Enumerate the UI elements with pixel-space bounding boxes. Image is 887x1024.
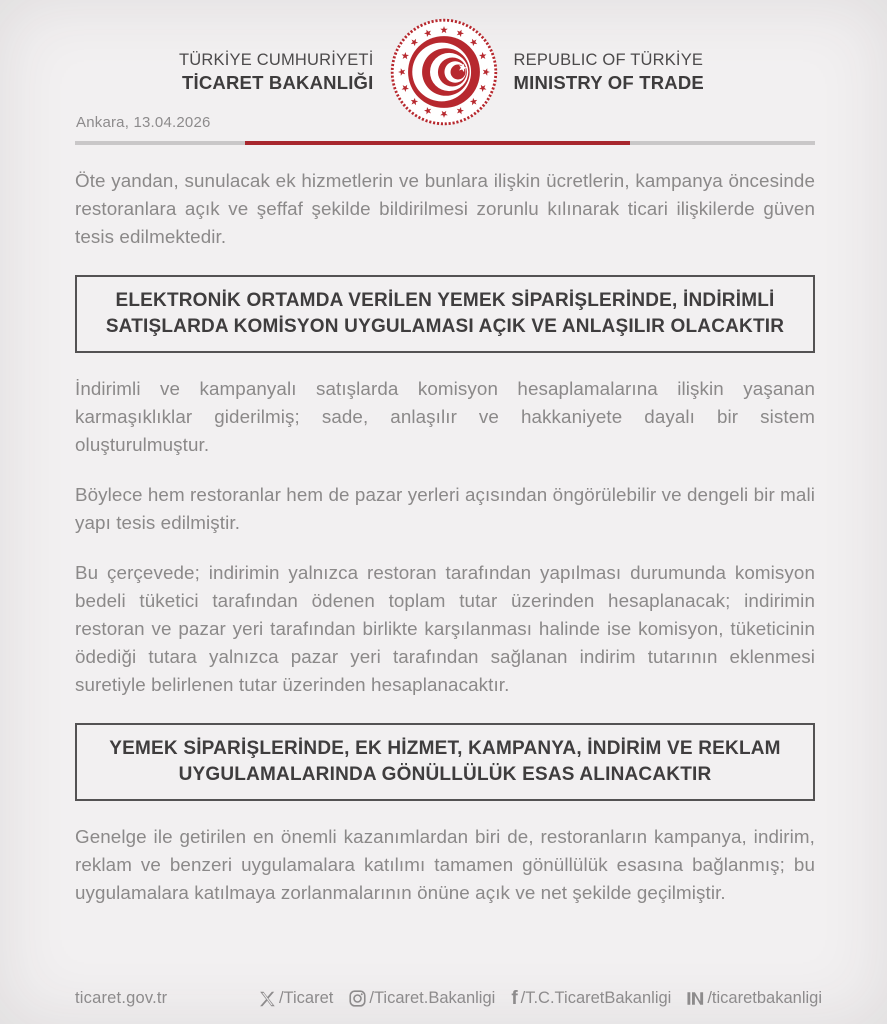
instagram-icon: [349, 990, 366, 1007]
section-heading-box-1: [75, 275, 815, 353]
website-link[interactable]: ticaret.gov.tr: [75, 989, 168, 1007]
nsosyal-icon: [687, 991, 704, 1006]
social-links: [259, 989, 822, 1008]
social-link-x[interactable]: [259, 989, 333, 1008]
paragraph-2: İndirimli ve kampanyalı satışlarda komisyon hesaplamalarına ilişkin yaşanan karmaşıklıklar giderilmiş; sade, anlaşılır ve hakkaniyete dayalı bir sistem oluşturulmuştur.: [75, 377, 815, 455]
ministry-title-en-line2: MINISTRY OF TRADE: [513, 71, 704, 93]
social-link-facebook[interactable]: [511, 989, 671, 1008]
document-body: [0, 167, 887, 907]
ministry-emblem-icon: [388, 16, 500, 128]
dateline: Ankara, 13.04.2026: [76, 114, 211, 131]
facebook-icon: f: [511, 988, 518, 1009]
ministry-title-tr-line1: TÜRKİYE CUMHURİYETİ: [179, 51, 374, 70]
paragraph-3: Böylece hem restoranlar hem de pazar yerleri açısından öngörülebilir ve dengeli bir mali yapı tesis edilmiştir.: [75, 483, 815, 533]
footer: [75, 989, 822, 1008]
ministry-of-trade-emblem: [388, 16, 500, 128]
social-handle: /T.C.TicaretBakanligi: [520, 989, 672, 1007]
header-divider: [75, 141, 815, 145]
social-handle: /ticaretbakanligi: [707, 989, 822, 1007]
social-link-nsosyal[interactable]: [687, 989, 822, 1008]
ministry-title-en-line1: REPUBLIC OF TÜRKİYE: [513, 51, 704, 70]
paragraph-4: Bu çerçevede; indirimin yalnızca restoran tarafından yapılması durumunda komisyon bedeli tüketici tarafından ödenen toplam tutar üzerinden hesaplanacak; indirimin restoran ve pazar yeri tarafından birlikte karşılanması halinde ise komisyon, tüketicinin ödediği tutara yalnızca pazar yeri tarafından sağlanan indirim tutarının eklenmesi suretiyle belirlenen tutar üzerinden hesaplanacaktır.: [75, 561, 815, 695]
header: [0, 0, 887, 128]
social-handle: /Ticaret.Bakanligi: [369, 989, 496, 1007]
social-handle: /Ticaret: [278, 989, 334, 1007]
social-link-instagram[interactable]: [349, 989, 495, 1008]
ministry-title-english: [500, 50, 818, 94]
divider-red-center: [245, 141, 630, 145]
divider-gray-right: [630, 141, 815, 145]
x-twitter-icon: [259, 991, 276, 1007]
ministry-title-tr-line2: TİCARET BAKANLIĞI: [182, 71, 374, 93]
ministry-title-turkish: [70, 50, 388, 94]
divider-gray-left: [75, 141, 245, 145]
section-heading-2: YEMEK SİPARİŞLERİNDE, EK HİZMET, KAMPANYA, İNDİRİM VE REKLAM UYGULAMALARINDA GÖNÜLLÜLÜK ESAS ALINACAKTIR: [109, 737, 781, 785]
paragraph-1: Öte yandan, sunulacak ek hizmetlerin ve bunlara ilişkin ücretlerin, kampanya öncesinde restoranlara açık ve şeffaf şekilde bildirilmesi zorunlu kılınarak ticari ilişkilerde güven tesis edilmektedir.: [75, 169, 815, 247]
section-heading-1: ELEKTRONİK ORTAMDA VERİLEN YEMEK SİPARİŞLERİNDE, İNDİRİMLİ SATIŞLARDA KOMİSYON UYGULAMASI AÇIK VE ANLAŞILIR OLACAKTIR: [105, 289, 785, 337]
paragraph-5: Genelge ile getirilen en önemli kazanımlardan biri de, restoranların kampanya, indirim, reklam ve benzeri uygulamalara katılımı tamamen gönüllülük esasına bağlanmış; bu uygulamalara katılmaya zorlanmalarının önüne açık ve net şekilde geçilmiştir.: [75, 825, 815, 903]
section-heading-box-2: [75, 723, 815, 801]
